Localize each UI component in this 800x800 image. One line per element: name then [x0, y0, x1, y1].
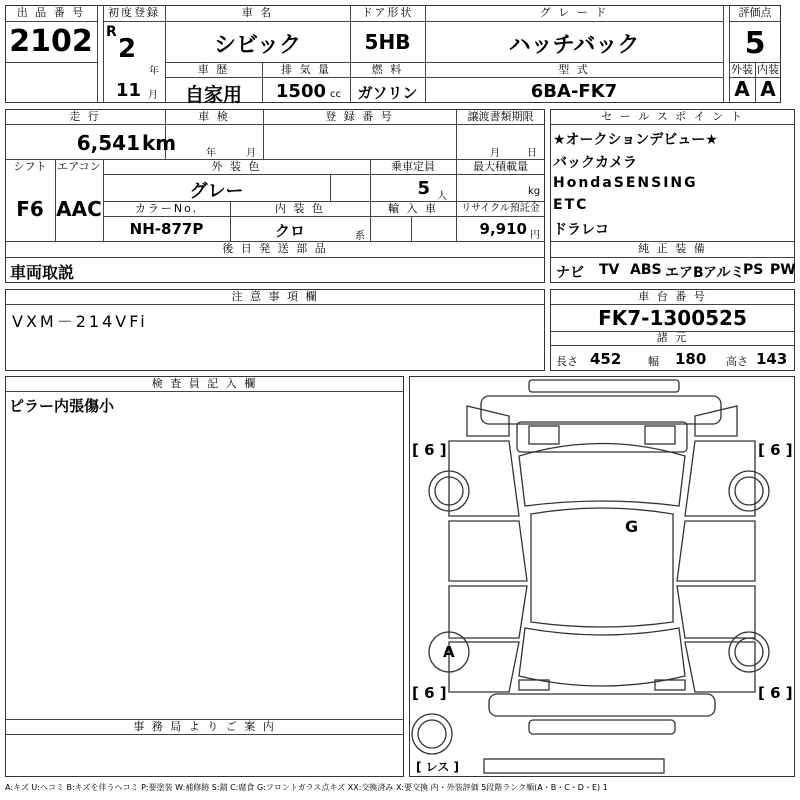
car-name-label: 車 名 [241, 6, 274, 19]
fuel: ガソリン [357, 84, 418, 102]
chassis-number: FK7-1300525 [598, 306, 747, 330]
tire-front-left: [ 6 ] [412, 441, 447, 459]
door-label: ドア形状 [361, 6, 414, 19]
equipment-item-1: ナビ [556, 265, 584, 281]
damage-mark-g: G [625, 517, 639, 536]
ext-color: グレー [189, 181, 244, 202]
grade-label: グ レ ー ド [539, 6, 609, 19]
sales-point-2: バックカメラ [553, 155, 637, 171]
spare-tire-label: [ レス ] [416, 760, 459, 774]
interior-label: 内装 [757, 63, 779, 76]
chassis-label: 車 台 番 号 [638, 290, 707, 303]
inspection-year-unit: 年 [206, 148, 216, 159]
lot-number: 2102 [9, 24, 93, 59]
score: 5 [744, 26, 766, 61]
int-color: クロ [274, 222, 305, 240]
notes-label: 注 意 事 項 欄 [231, 290, 319, 303]
sales-point-3: HondaSENSING [553, 175, 698, 191]
max-load-unit: kg [528, 186, 541, 197]
capacity: 5 [417, 178, 430, 199]
inspector-text: ピラー内張傷小 [9, 397, 115, 415]
history-label: 車 歴 [197, 63, 230, 76]
transfer-month-unit: 月 [490, 148, 500, 159]
recycle-label: リサイクル預託金 [461, 203, 540, 214]
inspection-month-unit: 月 [246, 148, 256, 159]
height: 143 [756, 350, 788, 368]
car-name: シビック [213, 33, 302, 58]
equipment-item-4: エアB [665, 265, 704, 281]
capacity-unit: 人 [437, 191, 447, 202]
ac: AAC [56, 197, 102, 221]
int-color-label: 内 装 色 [275, 202, 325, 215]
color-no-label: カラーNo. [134, 202, 199, 215]
height-label: 高さ [726, 355, 748, 368]
inspector-section [5, 376, 404, 777]
mileage: 6,541 [76, 131, 140, 155]
equipment-item-7: PW [770, 262, 796, 278]
recycle-unit: 円 [530, 230, 540, 241]
mileage-unit: km [142, 131, 177, 155]
equipment-item-2: TV [599, 262, 620, 278]
first-reg-year: 2 [118, 34, 137, 64]
displacement-unit: cc [330, 89, 341, 100]
model-label: 型 式 [558, 63, 590, 76]
capacity-label: 乗車定員 [391, 160, 435, 173]
mileage-label: 走 行 [69, 110, 101, 123]
sales-point-1: ★オークションデビュー★ [553, 132, 718, 148]
ac-label: エアコン [57, 160, 101, 173]
sales-point-4: ETC [553, 197, 589, 213]
first-reg-label: 初度登録 [108, 6, 160, 19]
tire-front-right: [ 6 ] [758, 441, 793, 459]
recycle: 9,910 [479, 220, 527, 238]
color-no: NH-877P [129, 220, 204, 238]
car-body-diagram [409, 376, 795, 777]
int-color-unit: 系 [355, 231, 365, 242]
length: 452 [590, 350, 622, 368]
history: 自家用 [184, 84, 242, 106]
shift-label: シフト [13, 160, 47, 173]
tire-rear-right: [ 6 ] [758, 684, 793, 702]
lot-label: 出 品 番 号 [16, 6, 86, 19]
inspection-label: 車 検 [198, 110, 230, 123]
grade: ハッチバック [508, 33, 640, 58]
ext-color-label: 外 装 色 [211, 160, 262, 173]
transfer-label: 譲渡書類期限 [467, 110, 534, 123]
equipment-item-3: ABS [630, 262, 662, 278]
first-reg-month: 11 [116, 80, 142, 101]
sales-point-5: ドラレコ [553, 222, 609, 238]
model: 6BA-FK7 [530, 81, 618, 102]
displacement-label: 排 気 量 [281, 63, 331, 76]
displacement: 1500 [275, 81, 326, 102]
sales-points-label: セ ー ル ス ポ イ ン ト [601, 110, 744, 123]
max-load-label: 最大積載量 [473, 160, 528, 173]
transfer-day-unit: 日 [527, 148, 537, 159]
office-label: 事 務 局 よ り ご 案 内 [133, 720, 276, 733]
width: 180 [675, 350, 707, 368]
fuel-label: 燃 料 [371, 63, 404, 76]
score-label: 評価点 [738, 6, 772, 19]
shift: F6 [16, 197, 44, 221]
exterior-grade: A [734, 77, 750, 101]
interior-grade: A [760, 77, 776, 101]
era: R [106, 24, 117, 40]
width-label: 幅 [648, 355, 659, 368]
legend: A:キズ U:ヘコミ B:キズを伴うヘコミ P:要塗装 W:補修跡 S:錆 C:腐食 G:フロントガラス点キズ XX:交換済み X:要交換 内・外装評価 5段階ランク順(A・B・C・D・E) 1 [5, 783, 608, 792]
equipment-item-5: アルミ [703, 265, 745, 281]
reg-no-label: 登 録 番 号 [325, 110, 394, 123]
exterior-label: 外装 [731, 63, 753, 76]
door: 5HB [364, 30, 411, 54]
year-unit: 年 [149, 66, 159, 77]
inspector-label: 検 査 員 記 入 欄 [151, 377, 258, 390]
later-parts: 車両取説 [10, 263, 75, 282]
equipment-label: 純 正 装 備 [638, 242, 707, 255]
import-label: 輸 入 車 [388, 202, 438, 215]
notes-text: VXM－214VFi [12, 312, 148, 331]
damage-mark-a: A [443, 643, 455, 661]
tire-rear-left: [ 6 ] [412, 684, 447, 702]
specs-label: 諸 元 [656, 331, 689, 344]
later-parts-label: 後 日 発 送 部 品 [222, 242, 328, 255]
equipment-item-6: PS [743, 262, 764, 278]
month-unit: 月 [148, 90, 158, 101]
length-label: 長さ [556, 355, 578, 368]
